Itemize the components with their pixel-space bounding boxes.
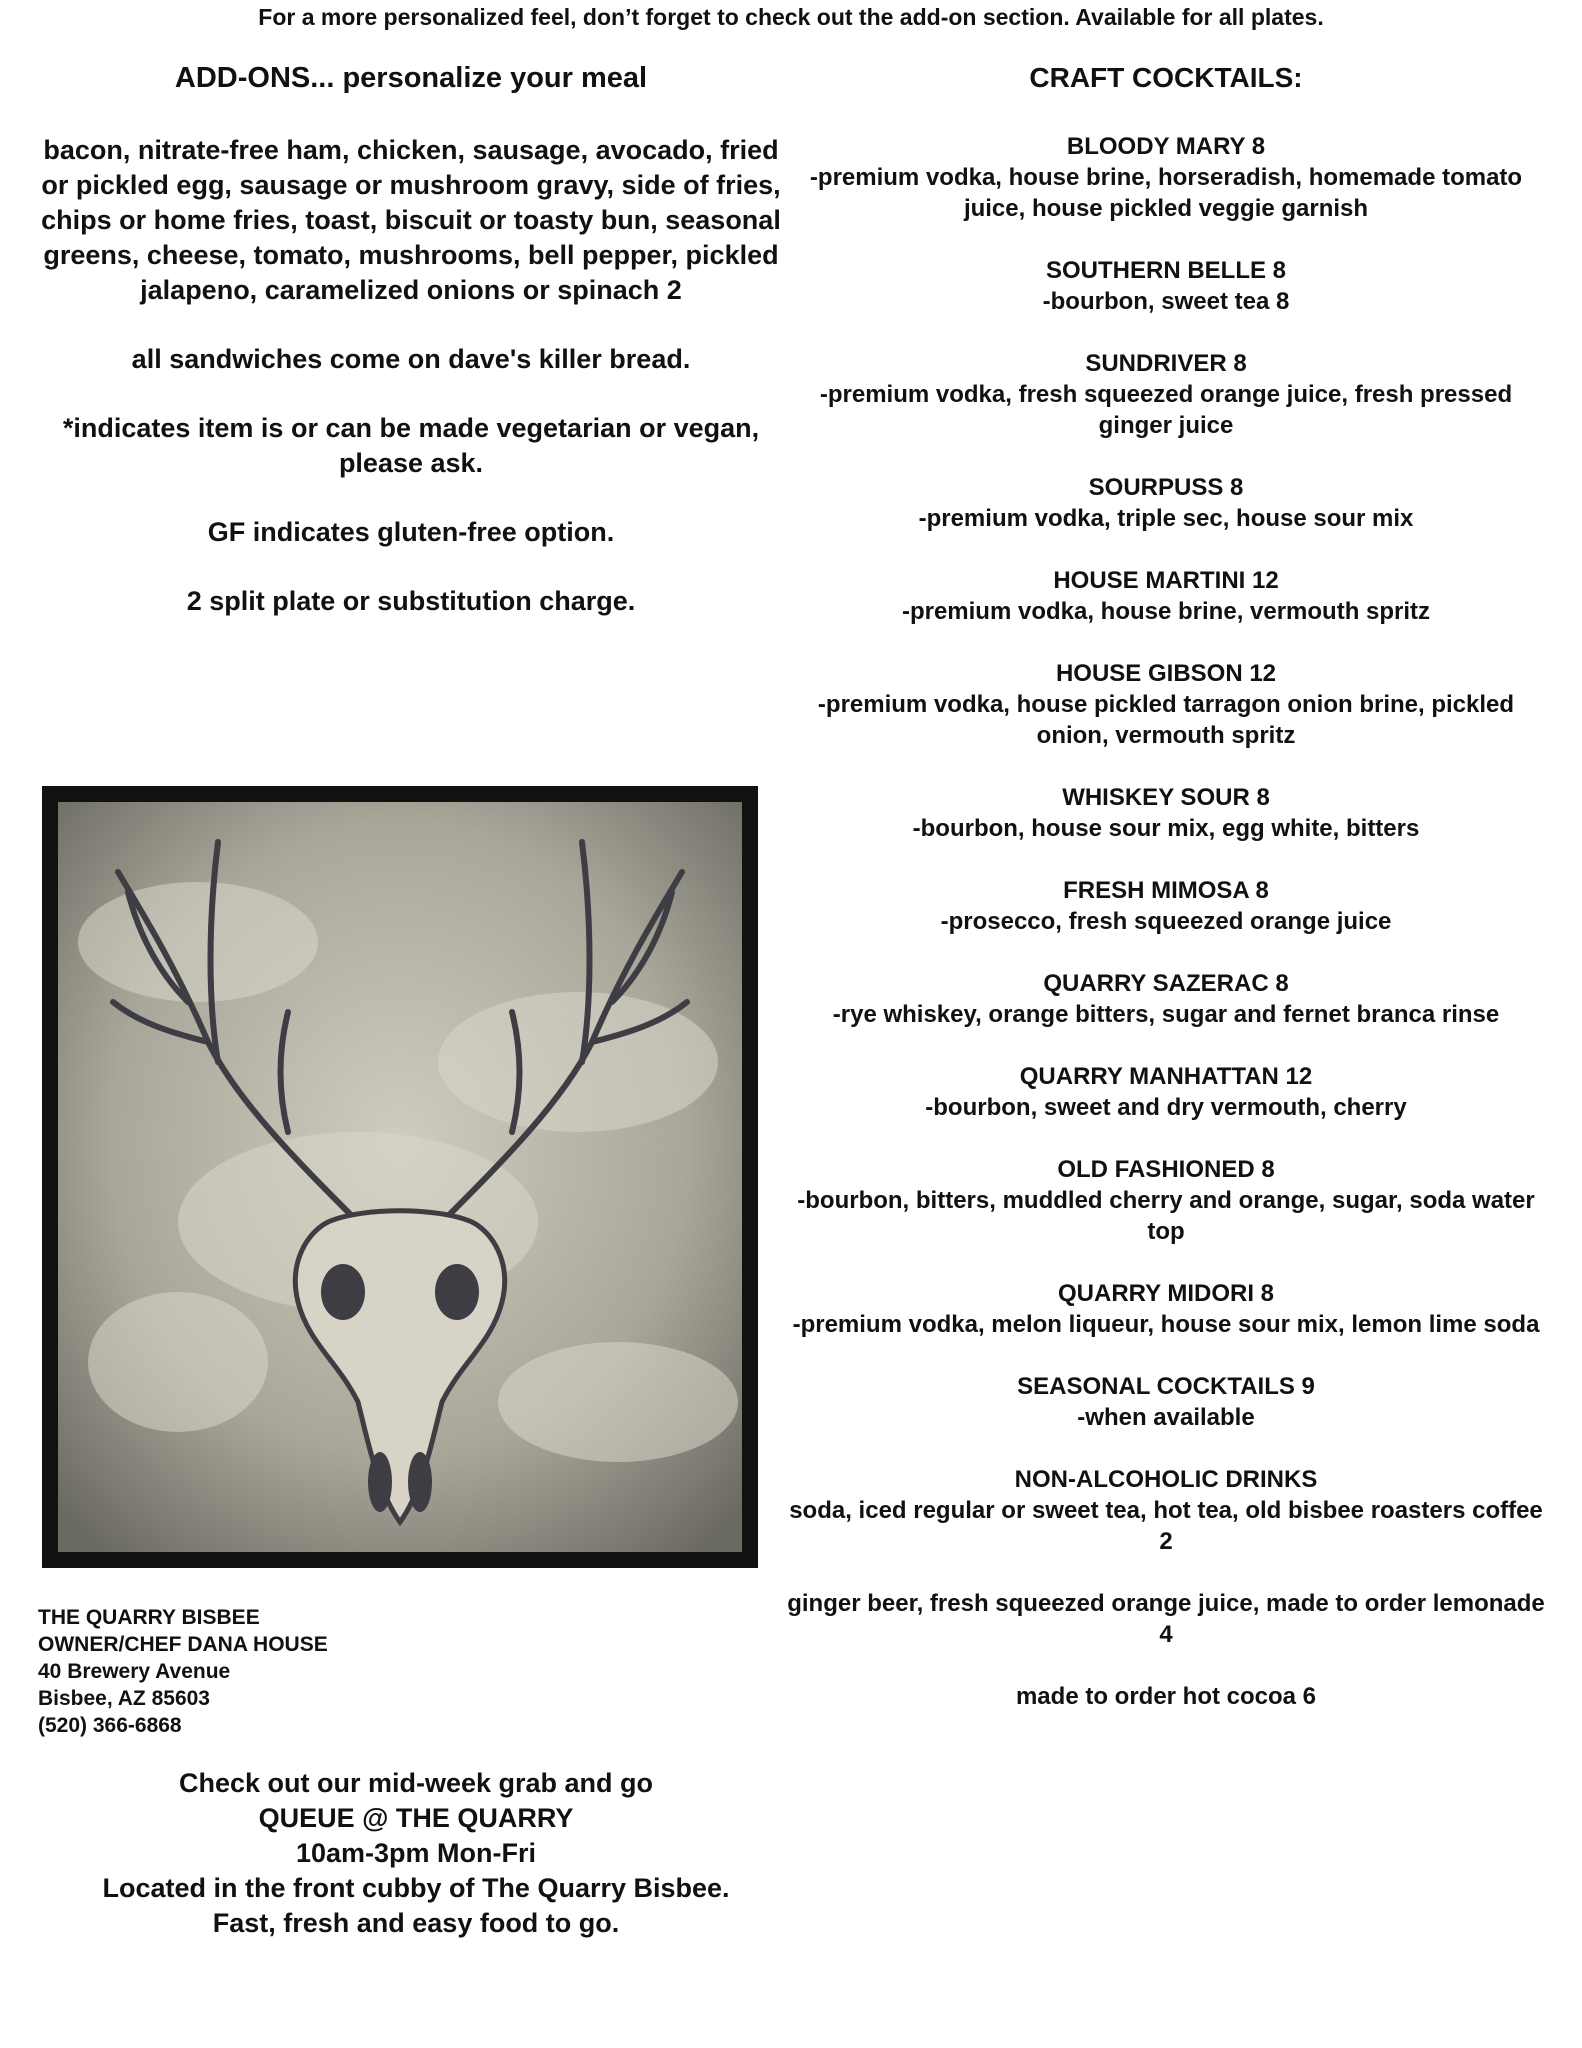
hot-cocoa: made to order hot cocoa 6 xyxy=(1015,1683,1317,1710)
drink-name: SUNDRIVER 8 xyxy=(1085,350,1247,377)
drink-description: -bourbon, bitters, muddled cherry and orange, sugar, soda water top xyxy=(797,1187,1535,1245)
vegetarian-note: *indicates item is or can be made vegetarian or vegan, please ask. xyxy=(62,413,760,478)
top-note: For a more personalized feel, don’t forget to check out the add-on section. Available for all plates. xyxy=(258,4,1324,30)
promo-line-4: Located in the front cubby of The Quarry Bisbee. xyxy=(102,1873,730,1903)
drink-name: SEASONAL COCKTAILS 9 xyxy=(1017,1373,1315,1400)
drink-item xyxy=(786,131,1546,224)
owner-line: OWNER/CHEF DANA HOUSE xyxy=(38,1633,328,1656)
addons-list: bacon, nitrate-free ham, chicken, sausage, avocado, fried or pickled egg, sausage or mushroom gravy, side of fries, chips or home fries, toast, biscuit or toasty bun, seasonal greens, cheese, tomato, mushrooms, bell pepper, pickled jalapeno, caramelized onions or spinach 2 xyxy=(41,135,781,305)
bread-note: all sandwiches come on dave's killer bread. xyxy=(131,344,691,374)
drink-list xyxy=(786,131,1546,1557)
drink-name: FRESH MIMOSA 8 xyxy=(1063,877,1269,904)
city-state-zip: Bisbee, AZ 85603 xyxy=(38,1687,210,1710)
drink-description: -premium vodka, house brine, vermouth spritz xyxy=(901,598,1431,625)
drink-description: soda, iced regular or sweet tea, hot tea, old bisbee roasters coffee 2 xyxy=(789,1497,1543,1555)
promo-block xyxy=(36,1766,796,1941)
drink-item xyxy=(786,255,1546,317)
drink-description: -premium vodka, triple sec, house sour mix xyxy=(918,505,1414,532)
drink-item xyxy=(786,875,1546,937)
drink-description: -premium vodka, house pickled tarragon onion brine, pickled onion, vermouth spritz xyxy=(817,691,1515,749)
street-address: 40 Brewery Avenue xyxy=(38,1660,231,1683)
drink-item xyxy=(786,565,1546,627)
drink-description: -bourbon, sweet tea 8 xyxy=(1042,288,1290,315)
drink-item xyxy=(786,968,1546,1030)
addons-section xyxy=(36,62,786,653)
drink-description: -prosecco, fresh squeezed orange juice xyxy=(940,908,1392,935)
deer-skull-image xyxy=(42,786,758,1568)
drink-item xyxy=(786,658,1546,751)
promo-line-1: Check out our mid-week grab and go xyxy=(178,1768,654,1798)
restaurant-name: THE QUARRY BISBEE xyxy=(38,1606,260,1629)
drink-name: WHISKEY SOUR 8 xyxy=(1062,784,1270,811)
cocktails-heading: CRAFT COCKTAILS: xyxy=(1029,62,1303,93)
drink-name: BLOODY MARY 8 xyxy=(1066,133,1266,160)
drink-name: SOURPUSS 8 xyxy=(1088,474,1244,501)
drink-description: -premium vodka, house brine, horseradish, homemade tomato juice, house pickled veggie garnish xyxy=(809,164,1523,222)
address-block xyxy=(38,1604,538,1739)
drink-name: SOUTHERN BELLE 8 xyxy=(1045,257,1287,284)
drink-item xyxy=(786,1464,1546,1557)
drink-item xyxy=(786,1154,1546,1247)
drink-item xyxy=(786,1278,1546,1340)
cocktails-section xyxy=(786,62,1546,1743)
drink-description: -bourbon, sweet and dry vermouth, cherry xyxy=(925,1094,1407,1121)
addons-heading: ADD-ONS... personalize your meal xyxy=(174,62,648,94)
drink-description: -premium vodka, melon liqueur, house sour mix, lemon lime soda xyxy=(792,1311,1540,1338)
phone-number: (520) 366-6868 xyxy=(38,1714,182,1737)
drink-name: HOUSE MARTINI 12 xyxy=(1053,567,1279,594)
drink-item xyxy=(786,1061,1546,1123)
extra-drinks: ginger beer, fresh squeezed orange juice, made to order lemonade 4 xyxy=(787,1590,1545,1648)
drink-item xyxy=(786,782,1546,844)
drink-description: -premium vodka, fresh squeezed orange juice, fresh pressed ginger juice xyxy=(819,381,1513,439)
drink-item xyxy=(786,1371,1546,1433)
drink-description: -when available xyxy=(1077,1404,1255,1431)
promo-line-5: Fast, fresh and easy food to go. xyxy=(212,1908,620,1938)
split-plate-note: 2 split plate or substitution charge. xyxy=(186,586,636,616)
drink-name: OLD FASHIONED 8 xyxy=(1057,1156,1275,1183)
promo-line-2: QUEUE @ THE QUARRY xyxy=(258,1803,574,1833)
drink-description: -rye whiskey, orange bitters, sugar and fernet branca rinse xyxy=(832,1001,1500,1028)
drink-name: QUARRY SAZERAC 8 xyxy=(1043,970,1289,997)
gluten-free-note: GF indicates gluten-free option. xyxy=(207,517,615,547)
drink-item xyxy=(786,348,1546,441)
promo-line-3: 10am-3pm Mon-Fri xyxy=(295,1838,537,1868)
drink-name: NON-ALCOHOLIC DRINKS xyxy=(1014,1466,1318,1493)
drink-name: QUARRY MANHATTAN 12 xyxy=(1019,1063,1313,1090)
drink-name: HOUSE GIBSON 12 xyxy=(1055,660,1277,687)
drink-description: -bourbon, house sour mix, egg white, bitters xyxy=(912,815,1420,842)
deer-skull-icon xyxy=(58,802,742,1552)
drink-name: QUARRY MIDORI 8 xyxy=(1057,1280,1275,1307)
drink-item xyxy=(786,472,1546,534)
